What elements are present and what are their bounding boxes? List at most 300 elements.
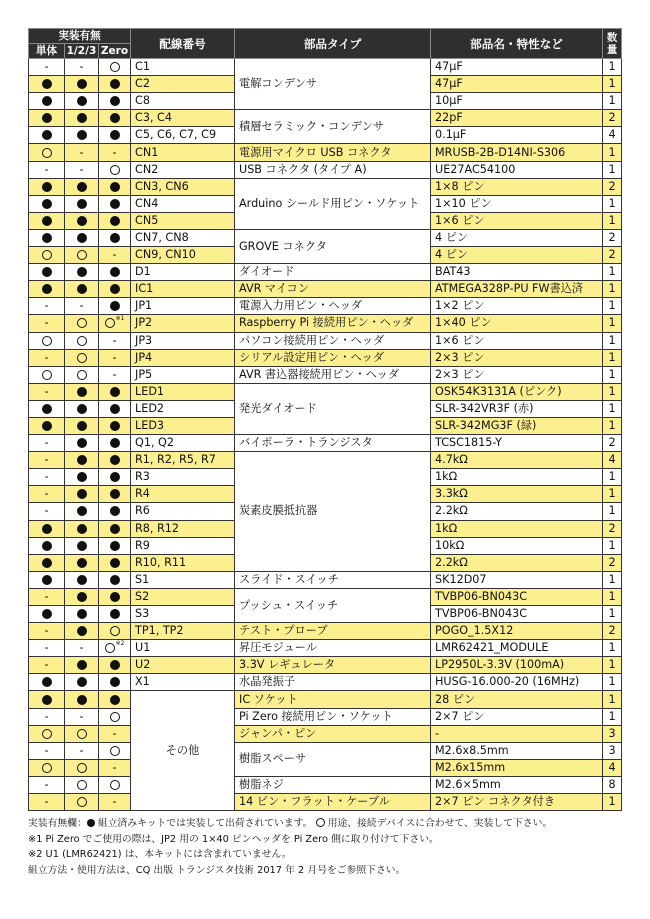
dash-mark: - (44, 777, 49, 791)
mount-single-cell (29, 657, 65, 674)
mount-123-cell (65, 708, 99, 725)
mount-123-cell (65, 332, 99, 349)
type-cell: 電解コンデンサ (235, 59, 431, 110)
ref-cell: R9 (131, 537, 235, 554)
mount-zero-cell (99, 144, 131, 161)
qty-cell: 4 (603, 759, 622, 776)
open-circle-icon (77, 780, 87, 790)
part-cell: TVBP06-BN043C (431, 606, 603, 623)
type-cell: AVR 書込器接続用ピン・ヘッダ (235, 366, 431, 383)
filled-dot-icon (110, 421, 120, 431)
qty-cell: 2 (603, 623, 622, 640)
ref-cell: CN7, CN8 (131, 229, 235, 246)
mount-single-cell (29, 640, 65, 657)
note-2: ※2 U1 (LMR62421) は、本キットには含まれていません。 (28, 849, 292, 861)
ref-cell: C8 (131, 93, 235, 110)
dash-mark: - (44, 504, 49, 518)
type-cell: 樹脂スペーサ (235, 742, 431, 776)
part-cell: 22pF (431, 110, 603, 127)
mount-123-cell (65, 452, 99, 469)
mount-zero-cell (99, 537, 131, 554)
mount-zero-cell (99, 794, 131, 811)
part-cell: 2×7 ピン コネクタ付き (431, 794, 603, 811)
table-row (29, 229, 622, 246)
part-cell: M2.6x15mm (431, 759, 603, 776)
type-cell: AVR マイコン (235, 281, 431, 298)
footnote-mark: ※1 (115, 315, 125, 323)
ref-cell: LED3 (131, 417, 235, 434)
filled-dot-icon (77, 489, 87, 499)
mount-123-cell (65, 161, 99, 178)
dash-mark: - (44, 641, 49, 655)
mount-zero-cell (99, 366, 131, 383)
mount-123-cell (65, 59, 99, 76)
open-circle-icon (110, 165, 120, 175)
ref-cell: TP1, TP2 (131, 623, 235, 640)
ref-cell: JP1 (131, 298, 235, 315)
mount-single-cell (29, 486, 65, 503)
filled-dot-icon (77, 284, 87, 294)
part-cell: 1kΩ (431, 469, 603, 486)
mount-123-cell (65, 554, 99, 571)
table-row (29, 59, 622, 76)
mount-single-cell (29, 195, 65, 212)
filled-dot-icon (77, 130, 87, 140)
filled-dot-icon (77, 455, 87, 465)
qty-cell: 1 (603, 486, 622, 503)
type-cell: 昇圧モジュール (235, 640, 431, 657)
part-cell: 1×2 ピン (431, 298, 603, 315)
part-cell: - (431, 725, 603, 742)
table-row (29, 623, 622, 640)
header-row-1 (29, 29, 622, 44)
type-cell: テスト・プローブ (235, 623, 431, 640)
part-cell: 2.2kΩ (431, 554, 603, 571)
table-row (29, 571, 622, 588)
open-circle-icon (105, 318, 115, 328)
dash-mark: - (112, 145, 117, 159)
mount-zero-cell (99, 161, 131, 178)
mount-123-cell (65, 759, 99, 776)
dash-mark: - (44, 453, 49, 467)
open-circle-icon (42, 763, 52, 773)
ref-cell: C2 (131, 76, 235, 93)
mount-123-cell (65, 247, 99, 264)
filled-dot-icon (110, 182, 120, 192)
mount-zero-cell (99, 742, 131, 759)
mount-zero-cell (99, 571, 131, 588)
ref-cell: R1, R2, R5, R7 (131, 452, 235, 469)
filled-dot-icon (110, 130, 120, 140)
mount-single-cell (29, 298, 65, 315)
open-circle-icon (77, 336, 87, 346)
dash-mark: - (112, 367, 117, 381)
part-cell: SLR-342MG3F (緑) (431, 417, 603, 434)
filled-dot-icon (77, 438, 87, 448)
ref-cell: LED1 (131, 383, 235, 400)
filled-dot-icon (42, 182, 52, 192)
qty-cell: 1 (603, 366, 622, 383)
table-row (29, 281, 622, 298)
filled-dot-icon (110, 695, 120, 705)
open-circle-icon (77, 370, 87, 380)
qty-cell: 1 (603, 93, 622, 110)
filled-dot-icon (77, 609, 87, 619)
kit123-header: 1/2/3 (65, 44, 99, 59)
mount-123-cell (65, 571, 99, 588)
mount-123-cell (65, 93, 99, 110)
mount-single-cell (29, 366, 65, 383)
dash-mark: - (112, 333, 117, 347)
dash-mark: - (44, 436, 49, 450)
filled-dot-icon (77, 182, 87, 192)
ref-cell: X1 (131, 674, 235, 691)
qty-cell: 1 (603, 691, 622, 708)
dash-mark: - (44, 470, 49, 484)
ref-cell: D1 (131, 264, 235, 281)
mount-single-cell (29, 503, 65, 520)
part-cell: 4.7kΩ (431, 452, 603, 469)
mount-123-cell (65, 691, 99, 708)
dash-mark: - (44, 162, 49, 176)
qty-cell: 2 (603, 110, 622, 127)
qty-cell: 1 (603, 469, 622, 486)
filled-dot-icon (110, 524, 120, 534)
type-cell: 樹脂ネジ (235, 776, 431, 793)
qty-cell: 1 (603, 794, 622, 811)
mount-123-cell (65, 503, 99, 520)
qty-cell: 2 (603, 554, 622, 571)
ref-cell: JP3 (131, 332, 235, 349)
qty-cell: 1 (603, 588, 622, 605)
filled-dot-icon (110, 284, 120, 294)
dash-mark: - (44, 709, 49, 723)
type-cell: Pi Zero 接続用ピン・ソケット (235, 708, 431, 725)
mount-123-cell (65, 400, 99, 417)
part-cell: 2×3 ピン (431, 349, 603, 366)
note-1: ※1 Pi Zero でご使用の際は、JP2 用の 1×40 ピンヘッダを Pi Zero 側に取り付けて下さい。 (28, 833, 439, 845)
qty-cell: 1 (603, 400, 622, 417)
qty-header: 数量 (603, 29, 622, 59)
qty-cell: 1 (603, 503, 622, 520)
table-row (29, 349, 622, 366)
qty-cell: 1 (603, 640, 622, 657)
table-row (29, 794, 622, 811)
filled-dot-icon (42, 524, 52, 534)
mount-zero-cell (99, 127, 131, 144)
dash-mark: - (44, 624, 49, 638)
mount-single-cell (29, 229, 65, 246)
mount-zero-cell (99, 435, 131, 452)
type-cell: ダイオード (235, 264, 431, 281)
dash-mark: - (112, 248, 117, 262)
part-cell: 47μF (431, 76, 603, 93)
qty-cell: 1 (603, 332, 622, 349)
open-circle-icon (77, 763, 87, 773)
mount-123-cell (65, 520, 99, 537)
type-cell: ジャンパ・ピン (235, 725, 431, 742)
qty-cell: 2 (603, 520, 622, 537)
qty-cell: 1 (603, 674, 622, 691)
type-cell: 14 ピン・フラット・ケーブル (235, 794, 431, 811)
mount-single-cell (29, 452, 65, 469)
part-cell: 10μF (431, 93, 603, 110)
part-cell: 10kΩ (431, 537, 603, 554)
note-assembly: 組立方法・使用方法は、CQ 出版 トランジスタ技術 2017 年 2 月号をご参照下さい。 (28, 864, 406, 876)
mount-single-cell (29, 247, 65, 264)
filled-dot-icon (77, 524, 87, 534)
part-cell: 1kΩ (431, 520, 603, 537)
filled-dot-icon (42, 96, 52, 106)
dash-mark: - (79, 299, 84, 313)
filled-dot-icon (77, 79, 87, 89)
mount-zero-cell (99, 452, 131, 469)
mount-zero-cell (99, 417, 131, 434)
filled-dot-icon (110, 404, 120, 414)
other-group-cell: その他 (131, 691, 235, 811)
mount-zero-cell (99, 332, 131, 349)
table-row (29, 264, 622, 281)
ref-cell: C3, C4 (131, 110, 235, 127)
ref-cell: IC1 (131, 281, 235, 298)
filled-dot-icon (110, 489, 120, 499)
ref-cell: S1 (131, 571, 235, 588)
filled-dot-icon (110, 558, 120, 568)
part-cell: 2×3 ピン (431, 366, 603, 383)
qty-cell: 1 (603, 349, 622, 366)
dash-mark: - (112, 726, 117, 740)
mount-123-cell (65, 366, 99, 383)
table-row (29, 588, 622, 605)
mount-zero-cell (99, 76, 131, 93)
mount-123-cell (65, 725, 99, 742)
qty-cell: 3 (603, 725, 622, 742)
filled-dot-icon (77, 216, 87, 226)
filled-dot-icon (42, 113, 52, 123)
table-row (29, 383, 622, 400)
ref-cell: R8, R12 (131, 520, 235, 537)
mount-single-cell (29, 742, 65, 759)
filled-dot-icon (77, 677, 87, 687)
qty-cell: 3 (603, 742, 622, 759)
part-cell: 3.3kΩ (431, 486, 603, 503)
mount-123-cell (65, 298, 99, 315)
type-cell: 電源用マイクロ USB コネクタ (235, 144, 431, 161)
mount-single-cell (29, 161, 65, 178)
qty-cell: 1 (603, 264, 622, 281)
part-cell: LP2950L-3.3V (100mA) (431, 657, 603, 674)
mount-single-cell (29, 537, 65, 554)
type-cell: GROVE コネクタ (235, 229, 431, 263)
filled-dot-icon (110, 216, 120, 226)
part-cell: M2.6×5mm (431, 776, 603, 793)
table-row (29, 366, 622, 383)
mount-123-cell (65, 264, 99, 281)
open-circle-icon (316, 818, 325, 827)
mount-zero-cell (99, 486, 131, 503)
open-circle-icon (110, 62, 120, 72)
qty-cell: 1 (603, 657, 622, 674)
filled-dot-icon (77, 592, 87, 602)
mount-zero-cell (99, 212, 131, 229)
open-circle-icon (42, 148, 52, 158)
type-cell: 水晶発振子 (235, 674, 431, 691)
qty-cell: 1 (603, 383, 622, 400)
mount-zero-cell (99, 195, 131, 212)
filled-dot-icon (77, 387, 87, 397)
mount-single-cell (29, 383, 65, 400)
part-cell: TCSC1815-Y (431, 435, 603, 452)
qty-cell: 1 (603, 417, 622, 434)
filled-dot-icon (77, 626, 87, 636)
filled-dot-icon (77, 541, 87, 551)
part-header: 部品名・特性など (431, 29, 603, 59)
mount-zero-cell (99, 93, 131, 110)
mount-single-cell (29, 691, 65, 708)
filled-dot-icon (110, 677, 120, 687)
mount-zero-cell (99, 657, 131, 674)
dash-mark: - (79, 145, 84, 159)
type-cell: 炭素皮膜抵抗器 (235, 452, 431, 572)
mount-123-cell (65, 127, 99, 144)
type-cell: IC ソケット (235, 691, 431, 708)
mount-zero-cell (99, 776, 131, 793)
footnote-mark: ※2 (115, 640, 125, 648)
ref-cell: U2 (131, 657, 235, 674)
mount-single-cell (29, 708, 65, 725)
part-cell: SK12D07 (431, 571, 603, 588)
qty-cell: 2 (603, 229, 622, 246)
mount-single-cell (29, 435, 65, 452)
open-circle-icon (77, 353, 87, 363)
mount-zero-cell (99, 59, 131, 76)
part-cell: 1×6 ピン (431, 332, 603, 349)
open-circle-icon (77, 729, 87, 739)
open-circle-icon (110, 746, 120, 756)
type-cell: Arduino シールド用ピン・ソケット (235, 178, 431, 229)
mount-single-cell (29, 127, 65, 144)
type-header: 部品タイプ (235, 29, 431, 59)
qty-cell: 4 (603, 127, 622, 144)
part-cell: 4 ピン (431, 247, 603, 264)
part-cell: 28 ピン (431, 691, 603, 708)
mount-123-cell (65, 623, 99, 640)
ref-cell: JP5 (131, 366, 235, 383)
part-cell: UE27AC54100 (431, 161, 603, 178)
mount-zero-cell (99, 640, 131, 657)
filled-dot-icon (42, 677, 52, 687)
single-header: 単体 (29, 44, 65, 59)
filled-dot-icon (77, 558, 87, 568)
filled-dot-icon (77, 404, 87, 414)
mount-single-cell (29, 759, 65, 776)
ref-cell: CN4 (131, 195, 235, 212)
mount-123-cell (65, 383, 99, 400)
type-cell: 発光ダイオード (235, 383, 431, 434)
table-row (29, 110, 622, 127)
mount-123-cell (65, 435, 99, 452)
open-circle-icon (42, 250, 52, 260)
ref-cell: CN9, CN10 (131, 247, 235, 264)
parts-table-body (29, 59, 622, 811)
mount-zero-cell (99, 725, 131, 742)
mount-zero-cell (99, 623, 131, 640)
mount-123-cell (65, 212, 99, 229)
mount-single-cell (29, 776, 65, 793)
dash-mark: - (79, 709, 84, 723)
mount-zero-cell (99, 503, 131, 520)
filled-dot-icon (110, 592, 120, 602)
ref-cell: CN2 (131, 161, 235, 178)
part-cell: HUSG-16.000-20 (16MHz) (431, 674, 603, 691)
mount-zero-cell (99, 674, 131, 691)
part-cell: 1×8 ピン (431, 178, 603, 195)
mount-single-cell (29, 178, 65, 195)
part-cell: 1×40 ピン (431, 315, 603, 332)
mount-single-cell (29, 674, 65, 691)
mount-123-cell (65, 606, 99, 623)
part-cell: 47μF (431, 59, 603, 76)
ref-cell: CN3, CN6 (131, 178, 235, 195)
dash-mark: - (44, 316, 49, 330)
dash-mark: - (79, 641, 84, 655)
mount-123-cell (65, 195, 99, 212)
dash-mark: - (44, 60, 49, 74)
zero-header: Zero (99, 44, 131, 59)
mount-single-cell (29, 554, 65, 571)
filled-dot-icon (42, 421, 52, 431)
filled-dot-icon (42, 199, 52, 209)
mount-single-cell (29, 794, 65, 811)
filled-dot-icon (110, 438, 120, 448)
mount-123-cell (65, 640, 99, 657)
table-row (29, 435, 622, 452)
filled-dot-icon (77, 506, 87, 516)
notes-section (28, 816, 621, 878)
table-row (29, 332, 622, 349)
part-cell: 1×6 ピン (431, 212, 603, 229)
mount-zero-cell (99, 178, 131, 195)
ref-cell: S2 (131, 588, 235, 605)
type-cell: スライド・スイッチ (235, 571, 431, 588)
part-cell: 1×10 ピン (431, 195, 603, 212)
mount-zero-cell (99, 298, 131, 315)
mount-group-header: 実装有無 (29, 29, 131, 44)
mount-zero-cell (99, 469, 131, 486)
filled-dot-icon (77, 421, 87, 431)
type-cell: 積層セラミック・コンデンサ (235, 110, 431, 144)
qty-cell: 1 (603, 76, 622, 93)
mount-single-cell (29, 520, 65, 537)
dash-mark: - (44, 384, 49, 398)
mount-single-cell (29, 400, 65, 417)
filled-dot-icon (87, 819, 95, 827)
ref-cell: JP2 (131, 315, 235, 332)
table-row (29, 691, 622, 708)
filled-dot-icon (42, 558, 52, 568)
mount-123-cell (65, 178, 99, 195)
type-cell: 3.3V レギュレータ (235, 657, 431, 674)
mount-single-cell (29, 417, 65, 434)
filled-dot-icon (42, 695, 52, 705)
part-cell: BAT43 (431, 264, 603, 281)
table-row (29, 708, 622, 725)
qty-cell: 1 (603, 537, 622, 554)
part-cell: OSK54K3131A (ピンク) (431, 383, 603, 400)
part-cell: M2.6x8.5mm (431, 742, 603, 759)
mount-123-cell (65, 315, 99, 332)
filled-dot-icon (77, 695, 87, 705)
